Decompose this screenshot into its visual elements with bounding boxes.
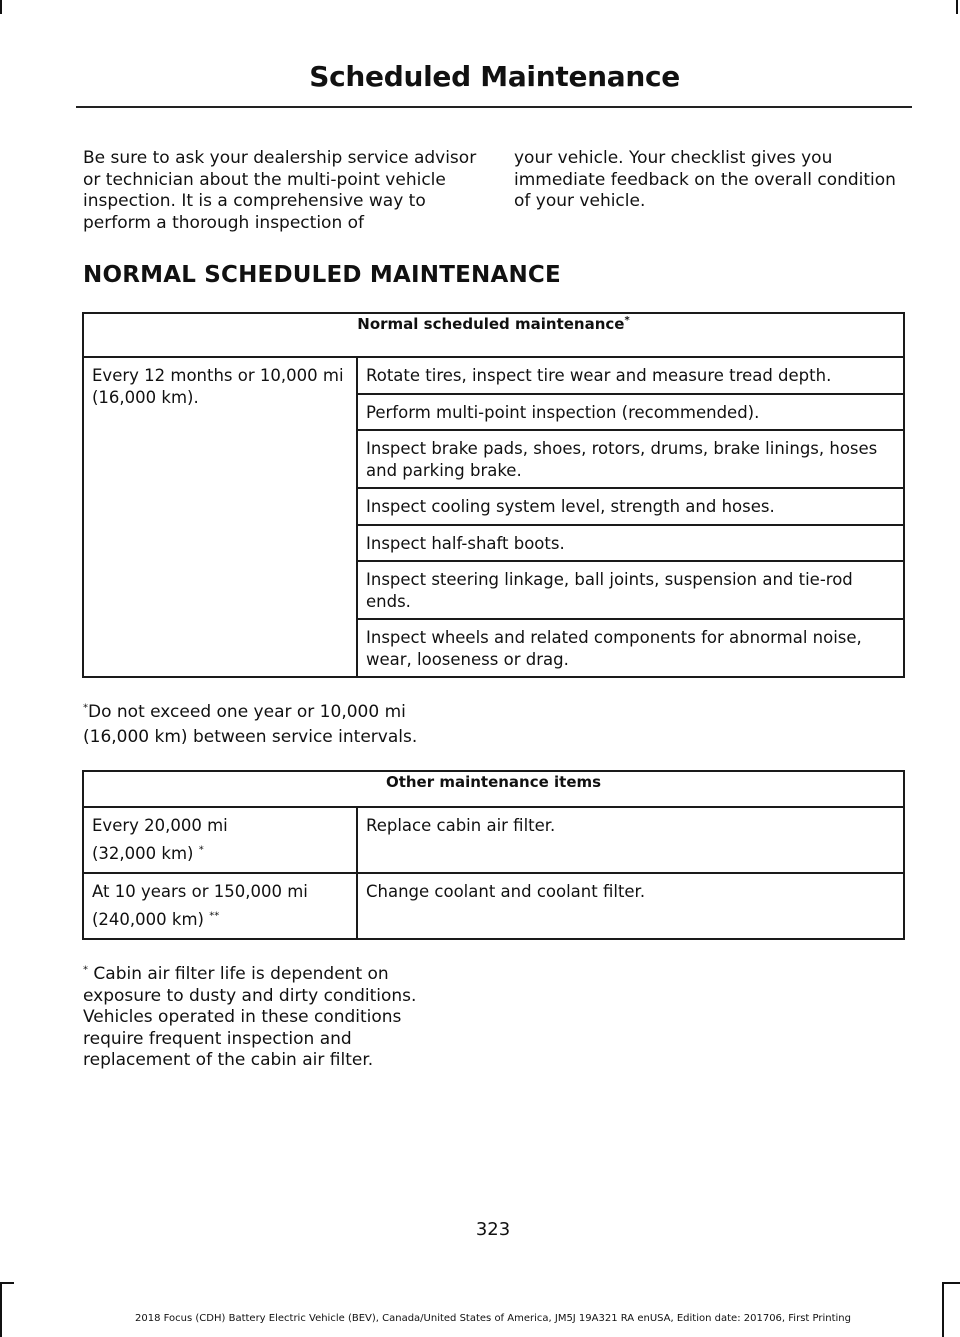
footnote-marker: * (83, 702, 88, 714)
table-title (83, 313, 904, 357)
interval-cell: Every 12 months or 10,000 mi (16,000 km). (83, 357, 357, 677)
interval-text: Every 20,000 mi (92, 816, 228, 835)
interval-text: (240,000 km) (92, 909, 204, 929)
table-title: Other maintenance items (83, 771, 904, 807)
table-row (83, 357, 904, 394)
table-header-row (83, 313, 904, 357)
other-maintenance-table (82, 770, 905, 940)
interval-text: At 10 years or 150,000 mi (92, 882, 308, 901)
task-cell: Inspect half-shaft boots. (357, 525, 904, 562)
crop-mark (0, 1282, 2, 1337)
task-cell: Perform multi-point inspection (recommended). (357, 394, 904, 431)
crop-mark (956, 0, 958, 14)
task-cell: Replace cabin air filter. (357, 807, 904, 873)
section-heading: NORMAL SCHEDULED MAINTENANCE (83, 262, 561, 288)
footnote-marker: * (198, 844, 204, 855)
crop-mark (0, 0, 2, 14)
interval-cell (83, 807, 357, 873)
crop-mark (942, 1282, 944, 1337)
footnote-marker: ** (209, 910, 220, 921)
table-title-text: Normal scheduled maintenance (357, 315, 625, 333)
title-divider (76, 106, 912, 108)
page-title: Scheduled Maintenance (309, 60, 680, 93)
interval-cell (83, 873, 357, 939)
interval-text: (32,000 km) (92, 843, 194, 863)
crop-mark (944, 1282, 960, 1284)
task-cell: Inspect wheels and related components for abnormal noise, wear, looseness or drag. (357, 619, 904, 677)
table-row (83, 873, 904, 939)
page-number: 323 (475, 1219, 511, 1240)
table-row (83, 807, 904, 873)
footnote-text: Do not exceed one year or 10,000 mi (88, 702, 406, 722)
footnote-other (83, 964, 463, 1072)
task-cell: Inspect cooling system level, strength and hoses. (357, 488, 904, 525)
intro-paragraph-right: your vehicle. Your checklist gives you immediate feedback on the overall condition of your vehicle. (514, 148, 896, 211)
footer: 2018 Focus (CDH) Battery Electric Vehicle (BEV), Canada/United States of America, JM5J 19A321 RA enUSA, Edition date: 201706, First Printing (135, 1313, 851, 1324)
task-cell: Change coolant and coolant filter. (357, 873, 904, 939)
footnote-marker: * (83, 964, 88, 976)
footnote-marker: * (624, 315, 630, 326)
footnote-text: (16,000 km) between service intervals. (83, 726, 418, 747)
footnote-text: Cabin air filter life is dependent on exposure to dusty and dirty conditions. Vehicles operated in these conditions require frequent inspection and replacement of the cabin air filter. (83, 964, 417, 1070)
table-header-row (83, 771, 904, 807)
intro-paragraph-left: Be sure to ask your dealership service advisor or technician about the multi-point vehicle inspection. It is a comprehensive way to perform a thorough inspection of (83, 148, 477, 233)
task-cell: Inspect steering linkage, ball joints, suspension and tie-rod ends. (357, 561, 904, 619)
footnote-normal (83, 702, 503, 748)
crop-mark (0, 1282, 14, 1284)
task-cell: Inspect brake pads, shoes, rotors, drums, brake linings, hoses and parking brake. (357, 430, 904, 488)
normal-maintenance-table (82, 312, 905, 678)
task-cell: Rotate tires, inspect tire wear and measure tread depth. (357, 357, 904, 394)
